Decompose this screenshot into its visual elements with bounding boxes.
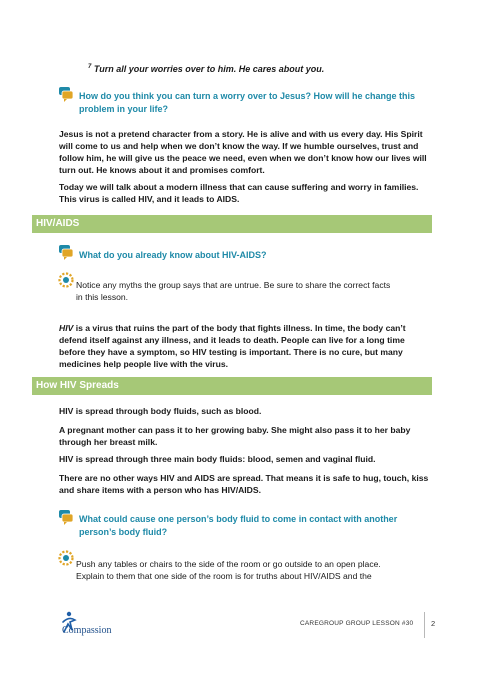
section-header-how-hiv-spreads: How HIV Spreads	[32, 377, 432, 395]
paragraph-today-topic: Today we will talk about a modern illness that can cause suffering and worry in families. This virus is called HIV, and it leads to AIDS.	[59, 182, 419, 204]
facilitator-note-myths: Notice any myths the group says that are untrue. Be sure to share the correct facts in this lesson.	[76, 280, 391, 302]
paragraph-jesus-alive: Jesus is not a pretend character from a story. He is alive and with us every day. His Spirit will come to us and help when we don’t know the way. If we humble ourselves, trust and follow him, he will give us the peace we need, even when we don’t know how our lives will turn out. He knows about it and promises comfort.	[59, 129, 427, 175]
facilitator-note-icon	[58, 550, 74, 566]
hiv-term: HIV	[59, 323, 74, 333]
compassion-logo	[58, 610, 128, 640]
discussion-icon	[58, 244, 74, 260]
paragraph-three-fluids: HIV is spread through three main body fluids: blood, semen and vaginal fluid.	[59, 454, 376, 464]
footer-divider	[424, 612, 425, 638]
scripture-verse	[88, 64, 324, 74]
section-header-hiv-aids: HIV/AIDS	[32, 215, 432, 233]
verse-number: 7	[88, 64, 92, 70]
footer-lesson-label: CAREGROUP GROUP LESSON #30	[300, 620, 414, 627]
paragraph-body-fluids: HIV is spread through body fluids, such as blood.	[59, 406, 262, 416]
facilitator-note-icon	[58, 272, 74, 288]
verse-text: Turn all your worries over to him. He cares about you.	[93, 64, 325, 74]
discussion-icon	[58, 509, 74, 525]
discussion-question-2: What do you already know about HIV-AIDS?	[79, 250, 267, 260]
discussion-icon	[58, 86, 74, 102]
discussion-question-1: How do you think you can turn a worry over to Jesus? How will he change this problem in your life?	[79, 91, 416, 114]
page-number: 2	[431, 619, 436, 628]
compassion-logo-text: Compassion	[62, 625, 112, 636]
facilitator-note-activity: Push any tables or chairs to the side of the room or go outside to an open place. Explain to them that one side of the room is for truths about HIV/AIDS and the	[76, 559, 381, 581]
paragraph-hiv-definition: HIV is a virus that ruins the part of the body that fights illness. In time, the body can’t defend itself against any illness, and it leads to death. People can live for a long time before they have a symptom, so HIV testing is important. There is no cure, but many medicines help people live with the virus.	[59, 323, 406, 369]
paragraph-no-other-ways: There are no other ways HIV and AIDS are spread. That means it is safe to hug, touch, kiss and share items with a person who has HIV/AIDS.	[59, 473, 429, 495]
discussion-question-3: What could cause one person’s body fluid to come in contact with another person’s body fluid?	[79, 514, 398, 537]
paragraph-pregnant-mother: A pregnant mother can pass it to her growing baby. She might also pass it to her baby through her breast milk.	[59, 425, 411, 447]
